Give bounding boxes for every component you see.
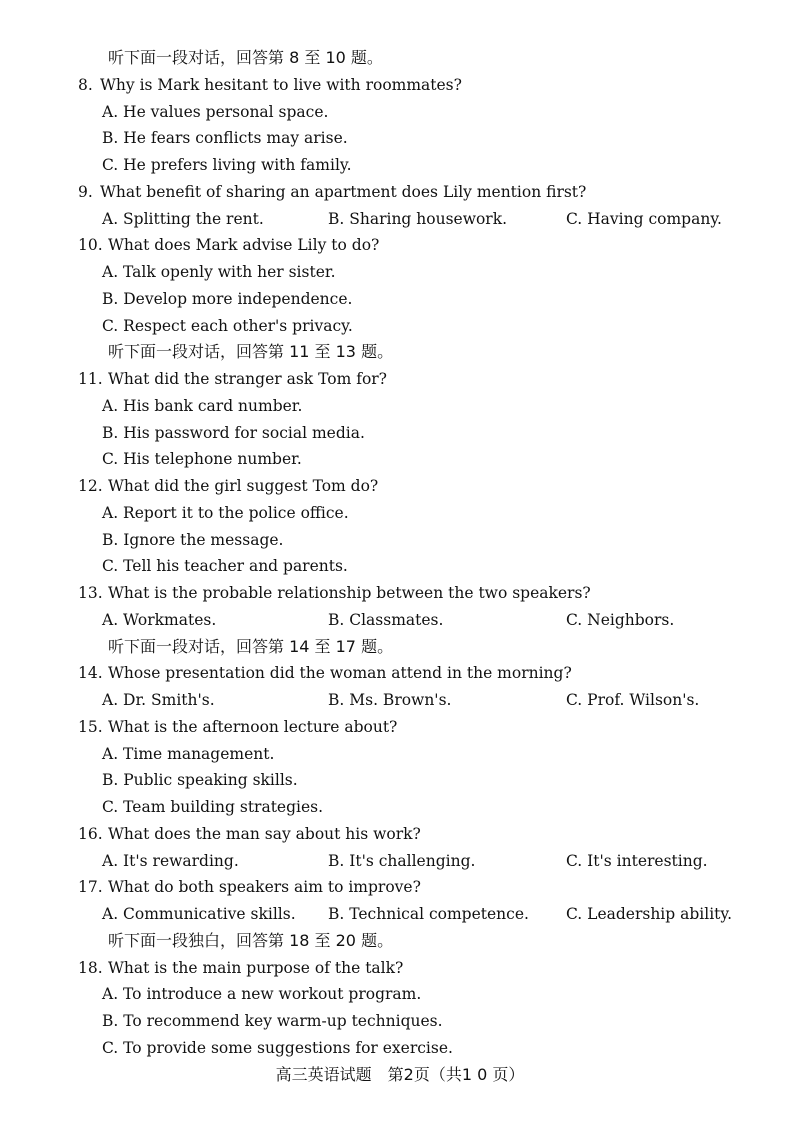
answer-option-a: A. Communicative skills. [102, 905, 296, 923]
answer-options-row [0, 687, 800, 713]
question-text: Why is Mark hesitant to live with roommates? [100, 75, 462, 94]
question-line [0, 714, 800, 740]
question-line [0, 72, 800, 98]
question-text: What did the girl suggest Tom do? [108, 477, 379, 495]
answer-option-text: A. Time management. [102, 744, 275, 763]
answer-option-text: C. He prefers living with family. [102, 156, 352, 174]
answer-option [0, 500, 800, 526]
answer-option-text: C. Respect each other's privacy. [102, 316, 353, 335]
answer-option-text: B. Develop more independence. [102, 289, 353, 308]
answer-option-text: C. To provide some suggestions for exercise. [102, 1038, 453, 1057]
answer-option-b: B. Sharing housework. [328, 209, 508, 228]
question-line [0, 580, 800, 606]
question-number: 16. [78, 824, 103, 843]
answer-option-c: C. Leadership ability. [566, 905, 733, 923]
answer-option-text: B. Public speaking skills. [102, 771, 298, 790]
answer-option-a: A. It's rewarding. [102, 851, 239, 870]
question-number: 9. [78, 182, 93, 201]
answer-option-c: C. Prof. Wilson's. [566, 691, 700, 709]
answer-option [0, 393, 800, 419]
answer-option-c: C. Having company. [566, 209, 722, 228]
page-footer: 高三英语试题 第2页（共1 0 页） [275, 1065, 525, 1084]
section-instruction [0, 45, 800, 71]
question-line [0, 660, 800, 686]
question-number: 17. [78, 878, 103, 897]
section-instruction-text: 听下面一段独白，回答第 18 至 20 题。 [108, 930, 394, 950]
answer-option [0, 313, 800, 339]
answer-option [0, 1008, 800, 1034]
question-number: 10. [78, 236, 103, 255]
answer-option [0, 99, 800, 125]
question-text: What do both speakers aim to improve? [108, 878, 421, 897]
answer-options-row [0, 848, 800, 874]
answer-option-c: C. Neighbors. [566, 610, 675, 629]
section-instruction-text: 听下面一段对话，回答第 11 至 13 题。 [108, 342, 394, 362]
section-instruction [0, 339, 800, 365]
answer-option [0, 420, 800, 446]
answer-option-text: A. To introduce a new workout program. [102, 985, 422, 1004]
question-text: What is the afternoon lecture about? [108, 717, 398, 736]
question-text: Whose presentation did the woman attend in the morning? [108, 664, 572, 683]
question-number: 12. [78, 477, 103, 495]
answer-option [0, 767, 800, 793]
section-instruction [0, 634, 800, 660]
answer-option-a: A. Dr. Smith's. [102, 691, 215, 709]
answer-option-text: A. He values personal space. [102, 102, 329, 121]
question-text: What benefit of sharing an apartment does Lily mention first? [100, 182, 587, 201]
answer-option-c: C. It's interesting. [566, 851, 708, 870]
answer-option-a: A. Workmates. [102, 610, 217, 629]
question-line [0, 473, 800, 499]
answer-option-text: A. Report it to the police office. [102, 503, 349, 522]
question-text: What does Mark advise Lily to do? [108, 236, 380, 255]
question-line [0, 366, 800, 392]
answer-option [0, 446, 800, 472]
question-line [0, 232, 800, 258]
answer-option-text: C. His telephone number. [102, 450, 302, 469]
question-number: 8. [78, 75, 93, 94]
question-text: What is the probable relationship between the two speakers? [108, 584, 591, 602]
section-instruction [0, 928, 800, 954]
answer-option [0, 741, 800, 767]
answer-option [0, 286, 800, 312]
question-text: What does the man say about his work? [108, 824, 421, 843]
answer-option [0, 981, 800, 1007]
answer-option [0, 1035, 800, 1061]
answer-option [0, 152, 800, 178]
answer-option [0, 527, 800, 553]
answer-option-text: B. Ignore the message. [102, 530, 284, 549]
answer-option-b: B. It's challenging. [328, 851, 476, 870]
answer-option-text: B. His password for social media. [102, 423, 365, 442]
question-number: 18. [78, 958, 103, 977]
answer-options-row [0, 206, 800, 232]
answer-option-b: B. Classmates. [328, 610, 444, 629]
question-line [0, 179, 800, 205]
question-number: 11. [78, 370, 103, 388]
answer-option-b: B. Ms. Brown's. [328, 691, 452, 709]
question-number: 13. [78, 584, 103, 602]
answer-option [0, 259, 800, 285]
answer-option [0, 125, 800, 151]
answer-option-text: B. He fears conflicts may arise. [102, 129, 348, 148]
answer-option-b: B. Technical competence. [328, 905, 529, 923]
question-text: What is the main purpose of the talk? [108, 958, 404, 977]
answer-option-text: A. Talk openly with her sister. [102, 263, 336, 281]
section-instruction-text: 听下面一段对话，回答第 14 至 17 题。 [108, 636, 394, 656]
answer-option-text: C. Tell his teacher and parents. [102, 557, 348, 576]
question-text: What did the stranger ask Tom for? [108, 370, 387, 388]
section-instruction-text: 听下面一段对话，回答第 8 至 10 题。 [108, 48, 383, 67]
answer-option-text: C. Team building strategies. [102, 798, 324, 816]
answer-options-row [0, 901, 800, 927]
question-line [0, 874, 800, 900]
question-number: 15. [78, 717, 103, 736]
question-line [0, 821, 800, 847]
answer-option-text: A. His bank card number. [102, 396, 303, 415]
question-line [0, 955, 800, 981]
answer-options-row [0, 607, 800, 633]
question-number: 14. [78, 664, 103, 683]
answer-option [0, 794, 800, 820]
answer-option [0, 553, 800, 579]
answer-option-text: B. To recommend key warm-up techniques. [102, 1012, 443, 1030]
answer-option-a: A. Splitting the rent. [102, 209, 264, 228]
